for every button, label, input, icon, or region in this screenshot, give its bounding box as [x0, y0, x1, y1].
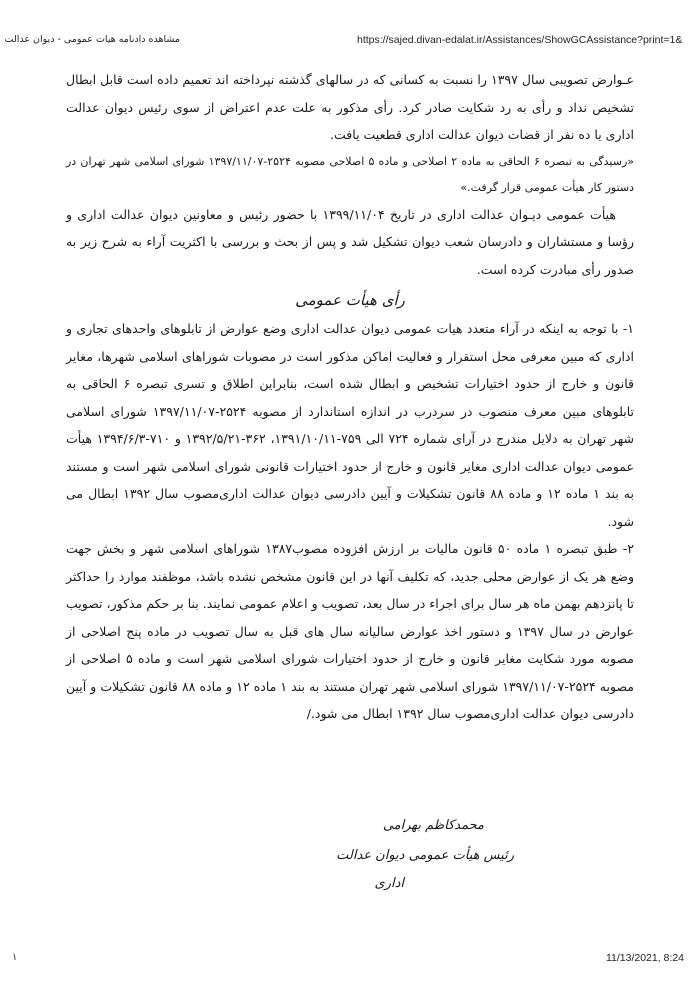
document-body: [66, 66, 634, 728]
signatory-title-cont: اداری: [374, 876, 404, 891]
paragraph-ruling-2: ۲- طبق تبصره ۱ ماده ۵۰ قانون مالیات بر ارزش افزوده مصوب۱۳۸۷ شوراهای اسلامی شهر و بخش جهت وضع هر یک از عوارض محلی جدید، که تکلیف آنها در این قانون مشخص نشده باشد، موظفند موارد را حداکثر تا پانزدهم بهمن ماه هر سال برای اجراء در سال بعد، تصویب و اعلام عمومی نمایند. بنا بر حکم مذکور، تصویب عوارض در سال ۱۳۹۷ و دستور اخذ عوارض سالیانه سال های قبل به سال تصویب در ماده پنج اصلاحی از مصوبه مورد شکایت مغایر قانون و خارج از حدود اختیارات شورای اسلامی شهر است و ماده ۵ اصلاحی از مصوبه ۲۵۲۴-۱۳۹۷/۱۱/۰۷ شورای اسلامی شهر تهران مستند به بند ۱ ماده ۱۲ و ماده ۸۸ قانون تشکیلات و آیین دادرسی دیوان عدالت اداری‌مصوب سال ۱۳۹۲ ابطال می شود./: [66, 541, 634, 721]
page-url: https://sajed.divan-edalat.ir/Assistances/ShowGCAssistance?print=1&: [357, 34, 683, 46]
paragraph-session: هیأت عمومی دیـوان عدالت اداری در تاریخ ۱۳۹۹/۱۱/۰۴ با حضور رئیس و معاونین دیوان عدالت اداری و رؤسا و مستشاران و دادرسان شعب دیوان تشکیل شد و پس از بحث و بررسی با اکثریت آراء به شرح زیر به صدور رأی مبادرت کرده است.: [66, 206, 634, 277]
paragraph-quote: «رسیدگی به تبصره ۶ الحاقی به ماده ۲ اصلاحی و ماده ۵ اصلاحی مصوبه ۲۵۲۴-۱۳۹۷/۱۱/۰۷ شورای اسلامی شهر تهران در دستور کار هیأت عمومی قرار گرفت.»: [66, 154, 634, 194]
paragraph-intro: عـوارض تصویبی سال ۱۳۹۷ را نسبت به کسانی که در سالهای گذشته نپرداخته اند تعمیم داده است قابل ابطال تشخیص نداد و رأی به رد شکایت صادر کرد. رأی مذکور به علت عدم اعتراض از سوی رئیس دیوان عدالت اداری یا ده نفر از قضات دیوان عدالت اداری قطعیت یافت.: [66, 72, 634, 142]
paragraph-ruling-1: ۱- با توجه به اینکه در آراء متعدد هیات عمومی دیوان عدالت اداری وضع عوارض از تابلوهای واحدهای تجاری و اداری که مبین معرفی محل استقرار و فعالیت اماکن مذکور است در مصوبات شوراهای اسلامی شهرها، مغایر قانون و خارج از حدود اختیارات تشخیص و ابطال شده است، بنابراین اطلاق و تسری تبصره ۶ الحاقی به تابلوهای مبین معرف منصوب در سردرب در اندازه استاندارد از مصوبه ۲۵۲۴-۱۳۹۷/۱۱/۰۷ شورای اسلامی شهر تهران به دلایل مندرج در آرای شماره ۷۲۴ الی ۷۵۹-۱۳۹۱/۱۰/۱۱، ۳۶۲-۱۳۹۲/۵/۲۱ و ۷۱۰-۱۳۹۴/۶/۳ هیأت عمومی دیوان عدالت اداری مغایر قانون و خارج از حدود اختیارات قانونی شورای اسلامی شهر است و مستند به بند ۱ ماده ۱۲ و ماده ۸۸ قانون تشکیلات و آیین دادرسی دیوان عدالت اداری‌مصوب سال ۱۳۹۲ ابطال می شود.: [66, 321, 634, 529]
ruling-heading: رأی هیأت عمومی: [295, 291, 405, 309]
print-datetime: 11/13/2021, 8:24: [605, 952, 684, 964]
page-number: ۱: [12, 952, 18, 963]
signatory-title: رئیس هیأت عمومی دیوان عدالت: [336, 848, 514, 863]
signatory-name: محمدکاظم بهرامی: [382, 818, 484, 833]
page-title: مشاهده دادنامه هیات عمومی - دیوان عدالت: [4, 34, 180, 45]
